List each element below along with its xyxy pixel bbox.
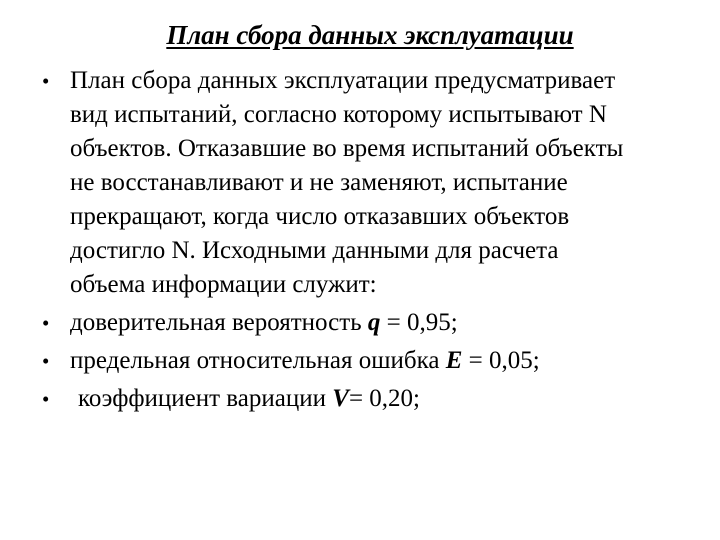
param-value: = 0,20; (348, 385, 420, 412)
slide-title (0, 19, 720, 51)
param-variable: E (445, 347, 463, 374)
bullet-item-intro (0, 64, 720, 302)
bullet-item-variation (0, 382, 720, 416)
intro-line: объема информации служит: (70, 271, 377, 298)
param-label: коэффициент вариации (78, 385, 333, 412)
intro-line: прекращают, когда число отказавших объектов (70, 203, 570, 230)
bullet-item-confidence (0, 306, 720, 340)
intro-line: не восстанавливают и не заменяют, испытание (70, 169, 568, 196)
slide-title-text: План сбора данных эксплуатации (166, 20, 574, 50)
intro-line: достигло N. Исходными данными для расчета (70, 237, 559, 264)
bullet-dot-icon: • (42, 349, 50, 373)
intro-line: объектов. Отказавшие во время испытаний объекты (70, 135, 624, 162)
bullet-list (0, 64, 720, 420)
bullet-dot-icon: • (42, 311, 50, 335)
param-variable: q (367, 309, 381, 336)
bullet-dot-icon: • (42, 69, 50, 93)
bullet-dot-icon: • (42, 387, 50, 411)
param-value: = 0,05; (462, 347, 540, 374)
param-label: доверительная вероятность (70, 309, 368, 336)
intro-line: вид испытаний, согласно которому испытывают N (70, 101, 607, 128)
param-variable: V (332, 385, 349, 412)
bullet-item-error (0, 344, 720, 378)
intro-line: План сбора данных эксплуатации предусматривает (70, 67, 616, 94)
param-value: = 0,95; (380, 309, 458, 336)
param-label: предельная относительная ошибка (70, 347, 446, 374)
